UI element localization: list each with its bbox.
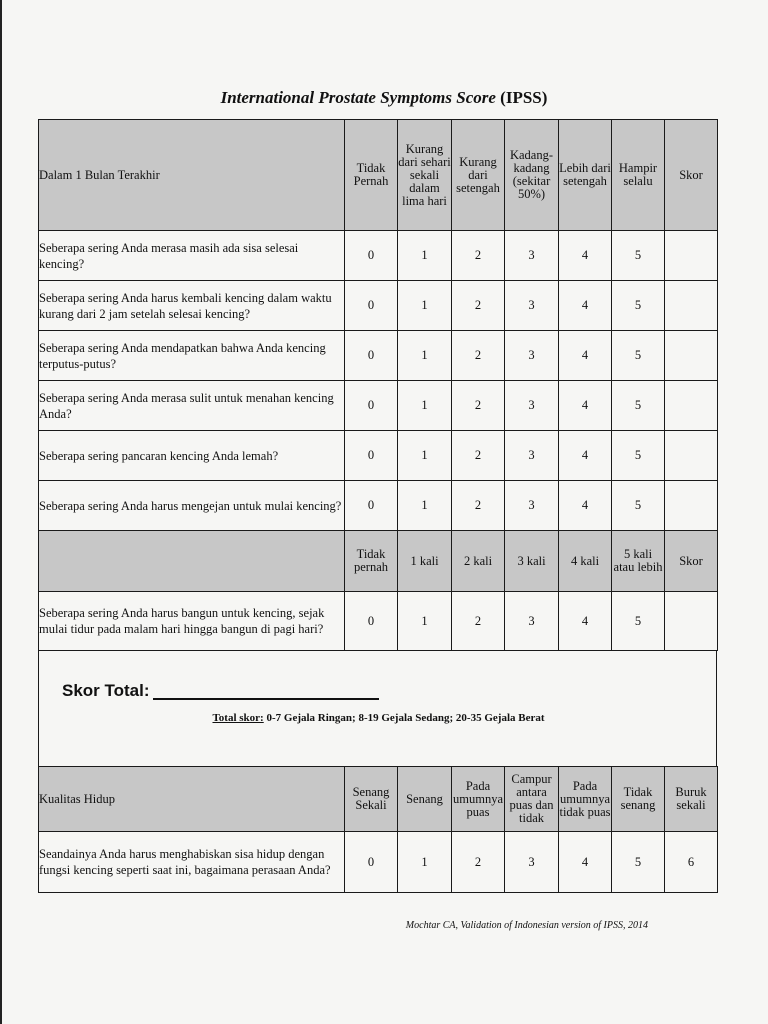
score-legend-text: 0-7 Gejala Ringan; 8-19 Gejala Sedang; 20-35 Gejala Berat bbox=[263, 712, 545, 724]
score-option[interactable]: 0 bbox=[345, 431, 398, 481]
score-option[interactable]: 4 bbox=[559, 281, 612, 331]
col-header: Pada umumnya tidak puas bbox=[559, 767, 612, 832]
score-legend bbox=[39, 712, 718, 724]
score-option[interactable]: 3 bbox=[505, 592, 559, 651]
col-header: Hampir selalu bbox=[612, 120, 665, 231]
total-score-section bbox=[38, 650, 717, 766]
score-option[interactable]: 3 bbox=[505, 231, 559, 281]
score-option[interactable]: 2 bbox=[452, 331, 505, 381]
col-header: Campur antara puas dan tidak bbox=[505, 767, 559, 832]
score-option[interactable]: 5 bbox=[612, 832, 665, 893]
score-option[interactable]: 5 bbox=[612, 231, 665, 281]
score-option[interactable]: 1 bbox=[398, 281, 452, 331]
col-header-skor: Skor bbox=[665, 531, 718, 592]
table-row bbox=[39, 481, 718, 531]
score-option[interactable]: 2 bbox=[452, 231, 505, 281]
title-main: International Prostate Symptoms Score bbox=[220, 88, 496, 107]
score-option[interactable]: 1 bbox=[398, 381, 452, 431]
symptom-header-row bbox=[39, 120, 718, 231]
symptom-table bbox=[38, 119, 718, 651]
nocturia-header-blank bbox=[39, 531, 345, 592]
nocturia-header-row bbox=[39, 531, 718, 592]
col-header: Tidak senang bbox=[612, 767, 665, 832]
score-option[interactable]: 2 bbox=[452, 592, 505, 651]
col-header: 5 kali atau lebih bbox=[612, 531, 665, 592]
score-option[interactable]: 2 bbox=[452, 431, 505, 481]
score-legend-prefix: Total skor: bbox=[212, 712, 264, 724]
score-cell[interactable] bbox=[665, 381, 718, 431]
col-header: Tidak pernah bbox=[345, 531, 398, 592]
quality-of-life-table bbox=[38, 766, 718, 893]
table-row bbox=[39, 231, 718, 281]
score-cell[interactable] bbox=[665, 431, 718, 481]
qol-header-row bbox=[39, 767, 718, 832]
total-score-input-line[interactable] bbox=[153, 698, 379, 700]
page-edge-rule bbox=[0, 0, 2, 1024]
score-option[interactable]: 1 bbox=[398, 832, 452, 893]
col-header: Kurang dari setengah bbox=[452, 120, 505, 231]
score-option[interactable]: 3 bbox=[505, 281, 559, 331]
score-option[interactable]: 4 bbox=[559, 832, 612, 893]
score-option[interactable]: 4 bbox=[559, 331, 612, 381]
score-option[interactable]: 1 bbox=[398, 431, 452, 481]
col-header: Tidak Pernah bbox=[345, 120, 398, 231]
score-option[interactable]: 3 bbox=[505, 832, 559, 893]
table-row bbox=[39, 281, 718, 331]
score-option[interactable]: 0 bbox=[345, 331, 398, 381]
score-option[interactable]: 3 bbox=[505, 481, 559, 531]
score-option[interactable]: 4 bbox=[559, 592, 612, 651]
score-option[interactable]: 4 bbox=[559, 431, 612, 481]
score-option[interactable]: 5 bbox=[612, 381, 665, 431]
qol-corner-label: Kualitas Hidup bbox=[39, 767, 345, 832]
question-text: Seandainya Anda harus menghabiskan sisa hidup dengan fungsi kencing seperti saat ini, bagaimana perasaan Anda? bbox=[39, 832, 345, 893]
score-option[interactable]: 5 bbox=[612, 431, 665, 481]
score-option[interactable]: 0 bbox=[345, 281, 398, 331]
score-option[interactable]: 5 bbox=[612, 331, 665, 381]
score-option[interactable]: 3 bbox=[505, 331, 559, 381]
col-header: 3 kali bbox=[505, 531, 559, 592]
score-option[interactable]: 4 bbox=[559, 381, 612, 431]
col-header: Pada umumnya puas bbox=[452, 767, 505, 832]
question-text: Seberapa sering Anda harus mengejan untuk mulai kencing? bbox=[39, 481, 345, 531]
col-header: Senang bbox=[398, 767, 452, 832]
score-option[interactable]: 0 bbox=[345, 381, 398, 431]
table-row bbox=[39, 431, 718, 481]
score-cell[interactable] bbox=[665, 331, 718, 381]
score-option[interactable]: 3 bbox=[505, 381, 559, 431]
score-option[interactable]: 1 bbox=[398, 331, 452, 381]
score-option[interactable]: 2 bbox=[452, 381, 505, 431]
score-option[interactable]: 0 bbox=[345, 592, 398, 651]
score-cell[interactable] bbox=[665, 281, 718, 331]
question-text: Seberapa sering Anda mendapatkan bahwa Anda kencing terputus-putus? bbox=[39, 331, 345, 381]
score-option[interactable]: 1 bbox=[398, 231, 452, 281]
question-text: Seberapa sering Anda merasa masih ada sisa selesai kencing? bbox=[39, 231, 345, 281]
score-option[interactable]: 1 bbox=[398, 592, 452, 651]
col-header: 1 kali bbox=[398, 531, 452, 592]
col-header: Kadang-kadang (sekitar 50%) bbox=[505, 120, 559, 231]
score-option[interactable]: 5 bbox=[612, 281, 665, 331]
score-option[interactable]: 3 bbox=[505, 431, 559, 481]
score-option[interactable]: 4 bbox=[559, 481, 612, 531]
score-option[interactable]: 2 bbox=[452, 481, 505, 531]
table-row-nocturia bbox=[39, 592, 718, 651]
col-header: Buruk sekali bbox=[665, 767, 718, 832]
score-option[interactable]: 5 bbox=[612, 481, 665, 531]
score-cell[interactable] bbox=[665, 481, 718, 531]
total-score-label: Skor Total: bbox=[62, 681, 150, 700]
score-option[interactable]: 4 bbox=[559, 231, 612, 281]
citation-footnote: Mochtar CA, Validation of Indonesian version of IPSS, 2014 bbox=[405, 920, 648, 931]
col-header: Lebih dari setengah bbox=[559, 120, 612, 231]
score-cell[interactable] bbox=[665, 592, 718, 651]
score-option[interactable]: 0 bbox=[345, 481, 398, 531]
col-header-skor: Skor bbox=[665, 120, 718, 231]
title-abbr: (IPSS) bbox=[500, 88, 548, 107]
score-cell[interactable] bbox=[665, 231, 718, 281]
score-option[interactable]: 0 bbox=[345, 832, 398, 893]
table-row bbox=[39, 381, 718, 431]
score-option[interactable]: 6 bbox=[665, 832, 718, 893]
question-text: Seberapa sering Anda harus bangun untuk kencing, sejak mulai tidur pada malam hari hingga bangun di pagi hari? bbox=[39, 592, 345, 651]
table-row-qol bbox=[39, 832, 718, 893]
col-header: 4 kali bbox=[559, 531, 612, 592]
score-option[interactable]: 5 bbox=[612, 592, 665, 651]
question-text: Seberapa sering Anda harus kembali kencing dalam waktu kurang dari 2 jam setelah selesai kencing? bbox=[39, 281, 345, 331]
col-header: Kurang dari sehari sekali dalam lima hari bbox=[398, 120, 452, 231]
score-option[interactable]: 2 bbox=[452, 281, 505, 331]
col-header: Senang Sekali bbox=[345, 767, 398, 832]
question-text: Seberapa sering Anda merasa sulit untuk menahan kencing Anda? bbox=[39, 381, 345, 431]
corner-label: Dalam 1 Bulan Terakhir bbox=[39, 120, 345, 231]
col-header: 2 kali bbox=[452, 531, 505, 592]
question-text: Seberapa sering pancaran kencing Anda lemah? bbox=[39, 431, 345, 481]
score-option[interactable]: 0 bbox=[345, 231, 398, 281]
score-option[interactable]: 2 bbox=[452, 832, 505, 893]
page-title bbox=[0, 88, 768, 108]
table-row bbox=[39, 331, 718, 381]
score-option[interactable]: 1 bbox=[398, 481, 452, 531]
